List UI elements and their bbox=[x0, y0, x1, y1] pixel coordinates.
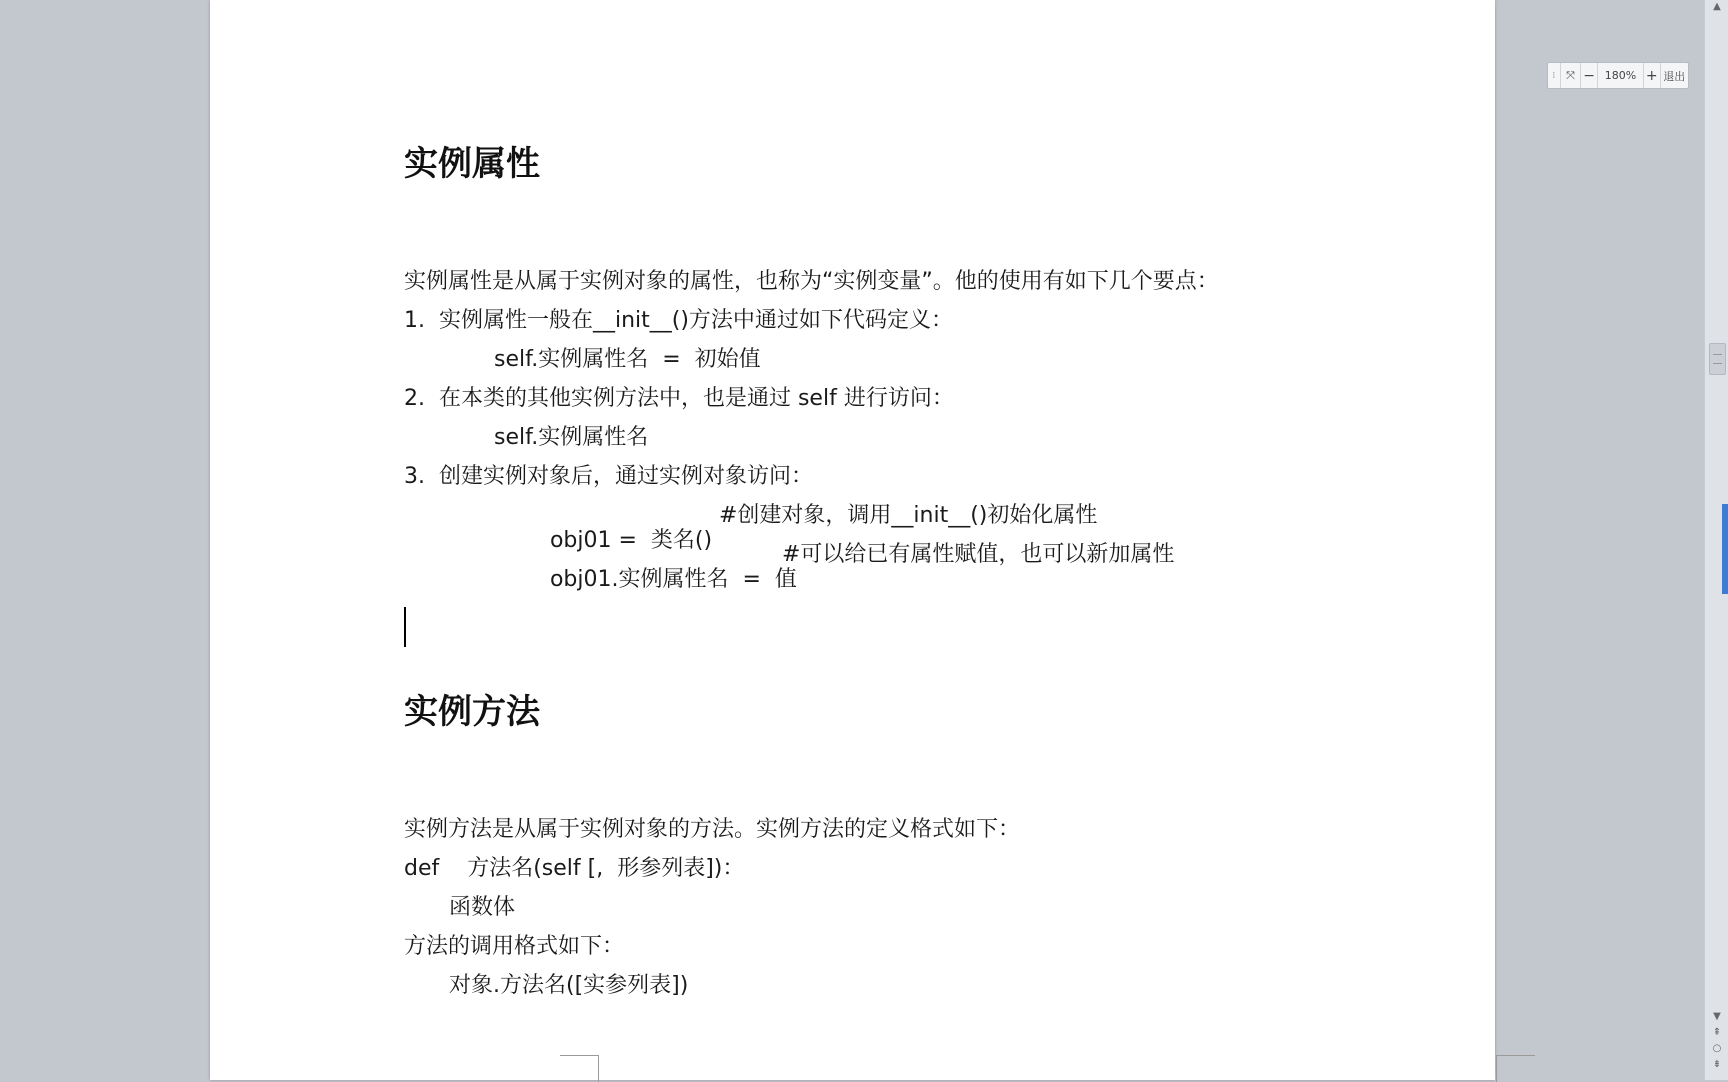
thumb-grip bbox=[1713, 354, 1722, 364]
paragraph-attributes-intro: 实例属性是从属于实例对象的属性，也称为“实例变量”。他的使用有如下几个要点： bbox=[404, 269, 1219, 294]
code-line-4 bbox=[494, 537, 1175, 643]
zoom-toolbar bbox=[1547, 62, 1689, 89]
scroll-down-icon[interactable]: ▼ bbox=[1713, 1011, 1721, 1022]
list-item-3: 3. 创建实例对象后，通过实例对象访问： bbox=[404, 464, 813, 489]
paragraph-call-intro: 方法的调用格式如下： bbox=[404, 934, 625, 959]
text-cursor bbox=[404, 607, 406, 647]
prev-page-icon[interactable]: ⇞ bbox=[1712, 1027, 1722, 1038]
code-line-3-code: obj01 = 类名() bbox=[549, 528, 713, 553]
zoom-in-button[interactable]: + bbox=[1644, 63, 1661, 88]
next-page-icon[interactable]: ⇟ bbox=[1712, 1059, 1722, 1070]
scrollbar-thumb[interactable] bbox=[1709, 343, 1726, 375]
grip-icon[interactable]: ⁞ bbox=[1548, 63, 1561, 88]
list-item-1: 1. 实例属性一般在__init__()方法中通过如下代码定义： bbox=[404, 308, 953, 333]
heading-instance-methods: 实例方法 bbox=[404, 692, 540, 732]
code-body-line: 函数体 bbox=[449, 895, 516, 920]
zoom-level-display: 180% bbox=[1598, 63, 1644, 88]
list-item-2: 2. 在本类的其他实例方法中，也是通过 self 进行访问： bbox=[404, 386, 954, 411]
exit-button[interactable]: 退出 bbox=[1663, 69, 1686, 83]
code-call-line: 对象.方法名([实参列表]) bbox=[449, 973, 689, 998]
code-line-2: self.实例属性名 bbox=[494, 425, 649, 450]
code-line-4-comment: #可以给已有属性赋值，也可以新加属性 bbox=[782, 542, 1175, 567]
scroll-up-icon[interactable]: ▲ bbox=[1713, 1, 1721, 12]
code-line-3-comment: #创建对象，调用__init__()初始化属性 bbox=[719, 503, 1098, 528]
code-line-4-code: obj01.实例属性名 = 值 bbox=[549, 567, 797, 592]
fit-page-icon[interactable]: ⤧ bbox=[1561, 63, 1582, 88]
select-browse-icon[interactable]: ○ bbox=[1712, 1043, 1722, 1054]
margin-corner-mark-left bbox=[560, 1055, 599, 1082]
paragraph-methods-intro: 实例方法是从属于实例对象的方法。实例方法的定义格式如下： bbox=[404, 817, 1021, 842]
zoom-out-button[interactable]: − bbox=[1581, 63, 1598, 88]
code-def-line: def 方法名(self [, 形参列表])： bbox=[404, 856, 745, 881]
document-page[interactable] bbox=[210, 0, 1495, 1080]
side-panel-tab[interactable] bbox=[1722, 504, 1728, 594]
code-line-1: self.实例属性名 = 初始值 bbox=[494, 347, 761, 372]
margin-corner-mark-right bbox=[1496, 1055, 1535, 1082]
heading-instance-attributes: 实例属性 bbox=[404, 144, 540, 184]
